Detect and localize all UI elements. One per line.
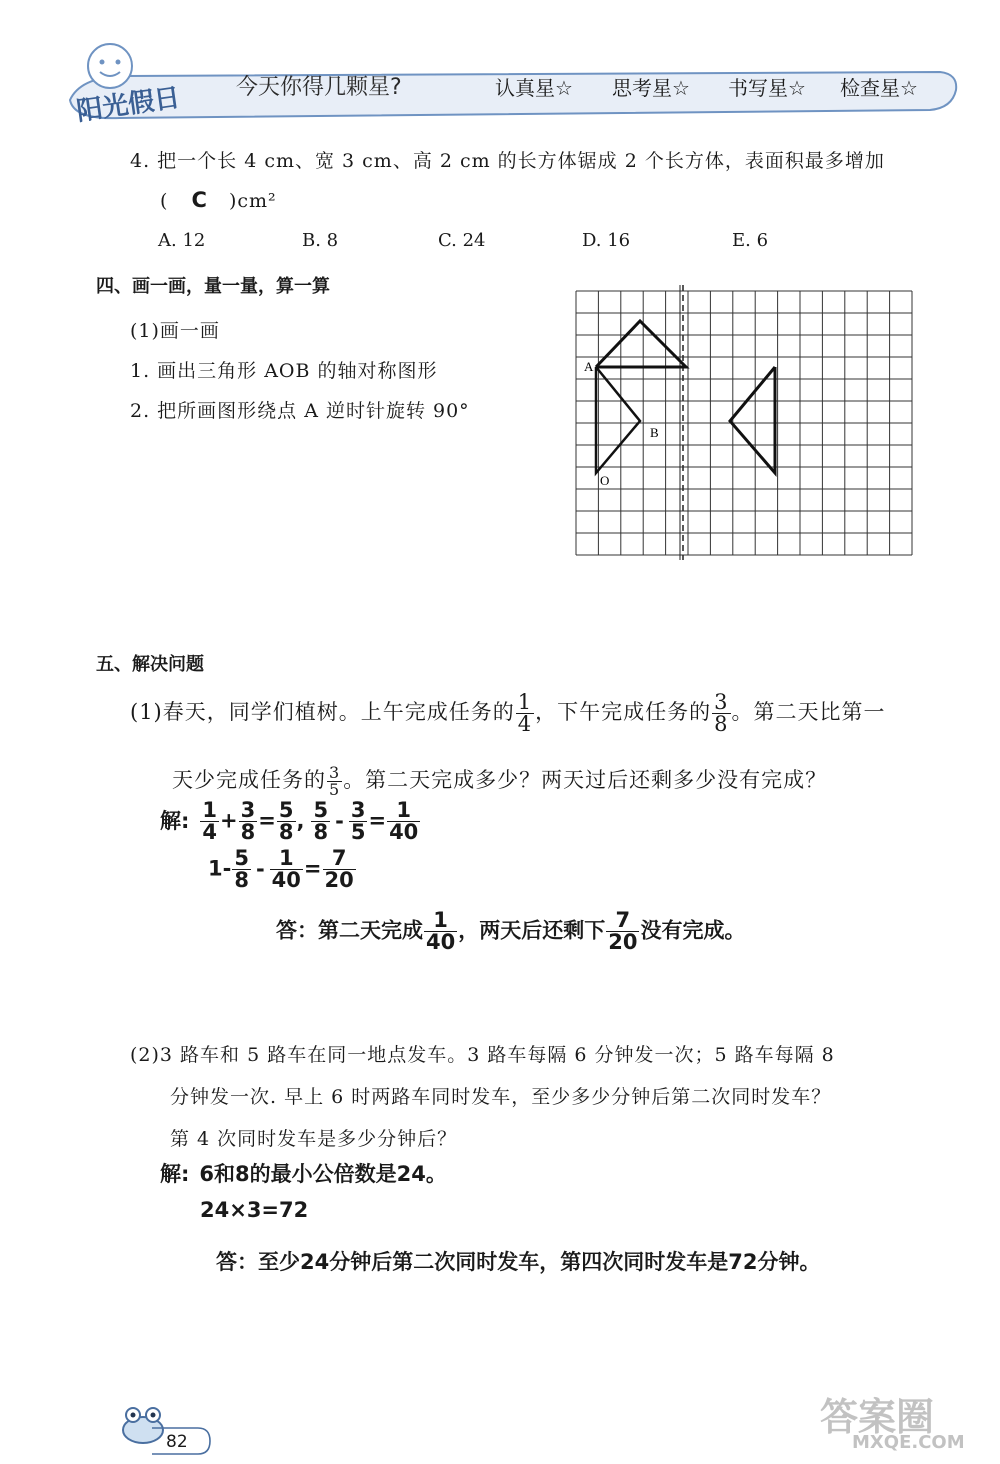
q4-option-d: D. 16 <box>582 230 631 251</box>
fraction <box>270 848 303 891</box>
op: , <box>296 808 305 833</box>
p1-line1-a: (1)春天，同学们植树。上午完成任务的 <box>130 700 515 724</box>
frac-den: 8 <box>714 712 729 736</box>
q4-blank-close: )cm² <box>228 190 277 212</box>
q4-blank-open: ( <box>160 190 169 212</box>
p1-answer-b: ，两天后还剩下 <box>458 918 606 943</box>
fraction <box>424 910 457 953</box>
section4-item2: 2. 把所画图形绕点 A 逆时针旋转 90° <box>130 400 470 422</box>
op: + <box>220 808 238 833</box>
p1-answer-c: 没有完成。 <box>640 918 746 943</box>
frac-num: 3 <box>240 798 256 822</box>
q4-text: 4. 把一个长 4 cm、宽 3 cm、高 2 cm 的长方体锯成 2 个长方体，表面积最多增加 <box>130 150 885 172</box>
fraction <box>323 848 356 891</box>
frac-den: 8 <box>278 820 294 844</box>
p1-answer-a: 答：第二天完成 <box>276 918 423 943</box>
frac-den: 20 <box>608 930 638 954</box>
solution-label: 解: <box>160 808 190 833</box>
frac-num: 3 <box>714 690 729 714</box>
fraction <box>387 800 420 843</box>
frac-den: 5 <box>350 820 366 844</box>
frac-num: 5 <box>313 798 329 822</box>
frac-num: 1 <box>202 798 218 822</box>
frac-num: 3 <box>329 763 341 782</box>
p2-line1: (2)3 路车和 5 路车在同一地点发车。3 路车每隔 6 分钟发一次；5 路车每隔 8 <box>130 1044 835 1066</box>
p2-answer: 答：至少24分钟后第二次同时发车，第四次同时发车是72分钟。 <box>216 1250 821 1274</box>
grid-lines <box>576 291 912 555</box>
section4-sub: (1)画一画 <box>130 320 220 342</box>
star-prompt: 今天你得几颗星? <box>236 75 402 100</box>
fraction <box>349 800 368 843</box>
op: 1- <box>208 856 232 881</box>
frac-den: 40 <box>426 930 456 954</box>
triangle-rotated <box>596 321 686 367</box>
op: - <box>255 856 265 881</box>
p1-line2 <box>172 764 827 798</box>
frac-den: 40 <box>271 868 301 892</box>
p2-solution-2: 24×3=72 <box>200 1198 309 1222</box>
frac-den: 20 <box>324 868 354 892</box>
solution-label: 解: <box>160 1162 190 1186</box>
p2-sol1-text: 6和8的最小公倍数是24。 <box>199 1162 447 1186</box>
star-writing: 书写星☆ <box>728 76 806 100</box>
star-seriousness: 认真星☆ <box>495 76 573 100</box>
frac-num: 1 <box>517 690 533 714</box>
frac-num: 7 <box>615 908 631 932</box>
frac-num: 7 <box>331 846 347 870</box>
frac-den: 40 <box>389 820 419 844</box>
frac-num: 1 <box>396 798 411 822</box>
q4-option-c: C. 24 <box>438 230 486 251</box>
star-thinking: 思考星☆ <box>612 76 690 100</box>
op: = <box>368 808 387 833</box>
frac-den: 4 <box>517 712 533 736</box>
op: = <box>303 856 322 881</box>
p2-solution-1 <box>160 1158 447 1188</box>
p1-line1-c: 。第二天比第一 <box>731 700 886 724</box>
label-o: O <box>600 473 610 488</box>
q4-option-a: A. 12 <box>158 230 206 251</box>
fraction <box>606 910 639 953</box>
section5-title: 五、解决问题 <box>96 654 204 675</box>
frac-num: 5 <box>234 846 249 870</box>
section4-title: 四、画一画，量一量，算一算 <box>96 276 330 297</box>
fraction-three-fifths <box>327 765 342 798</box>
q4-option-b: B. 8 <box>302 230 339 251</box>
p1-solution-eq1 <box>160 800 421 843</box>
p1-line1-b: ，下午完成任务的 <box>535 700 712 724</box>
fraction-three-eighths <box>712 692 730 735</box>
triangle-mirror <box>730 367 775 473</box>
watermark-logo: 答案圈 <box>820 1395 935 1439</box>
fraction <box>200 800 219 843</box>
fraction <box>311 800 330 843</box>
fraction-quarter <box>516 692 534 735</box>
frac-num: 5 <box>278 798 294 822</box>
q4-blank <box>160 188 277 212</box>
q4-option-e: E. 6 <box>732 230 769 251</box>
grid-figure <box>570 285 920 560</box>
section4-item1: 1. 画出三角形 AOB 的轴对称图形 <box>130 360 438 382</box>
p1-line2-b: 。第二天完成多少？两天过后还剩多少没有完成？ <box>343 768 828 792</box>
op: - <box>335 808 344 833</box>
frac-num: 1 <box>433 908 448 932</box>
p1-line1 <box>130 692 886 735</box>
frac-den: 4 <box>202 820 218 844</box>
p1-solution-eq2 <box>208 848 357 891</box>
frac-den: 5 <box>329 780 341 799</box>
fraction <box>277 800 296 843</box>
frac-den: 8 <box>240 820 256 844</box>
label-b: B <box>650 425 659 440</box>
frac-den: 8 <box>313 820 329 844</box>
frac-num: 1 <box>278 846 294 870</box>
watermark-url: MXQE.COM <box>852 1432 965 1453</box>
fraction <box>239 800 258 843</box>
op: = <box>258 808 276 833</box>
frac-num: 3 <box>350 798 366 822</box>
label-a: A <box>584 359 594 374</box>
series-title: 阳光假日 <box>74 82 182 128</box>
fraction <box>232 848 251 891</box>
page-number: 82 <box>166 1432 188 1452</box>
p2-line2: 分钟发一次. 早上 6 时两路车同时发车，至少多少分钟后第二次同时发车？ <box>170 1086 832 1108</box>
p2-line3: 第 4 次同时发车是多少分钟后？ <box>170 1128 458 1150</box>
triangle-aob <box>596 367 640 473</box>
q4-answer: C <box>191 188 208 212</box>
frac-den: 8 <box>234 868 249 892</box>
p1-answer <box>276 910 745 953</box>
p1-line2-a: 天少完成任务的 <box>172 768 326 792</box>
star-checking: 检查星☆ <box>840 76 918 100</box>
